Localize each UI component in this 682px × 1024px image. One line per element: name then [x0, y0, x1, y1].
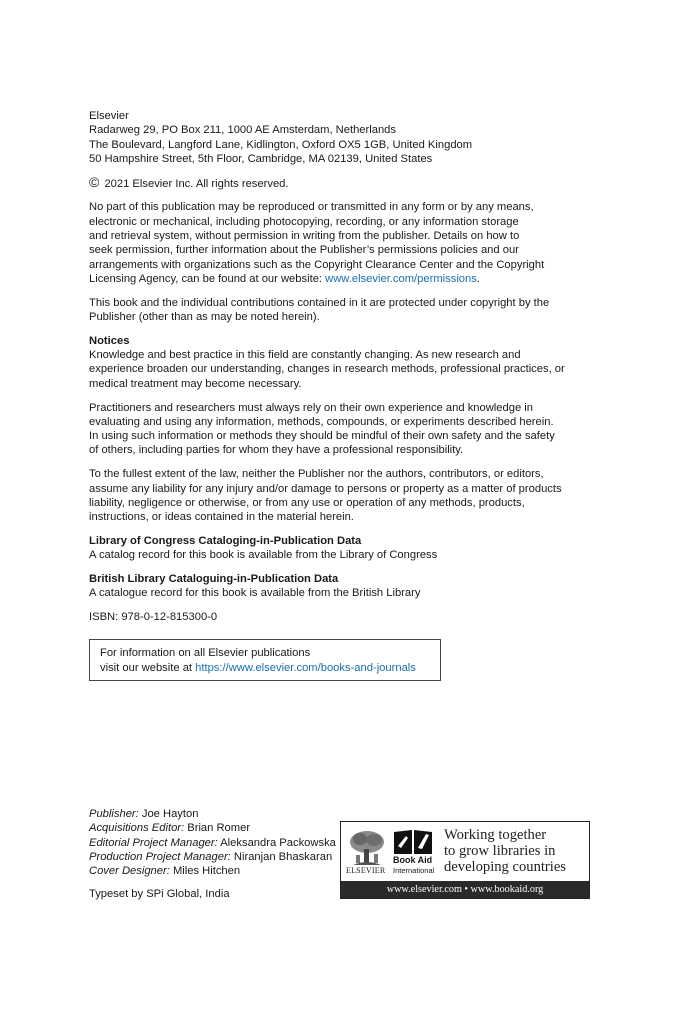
publisher-name: Elsevier	[89, 110, 129, 122]
notices-paragraph-1	[89, 334, 594, 391]
credit-role: Publisher:	[89, 808, 139, 820]
info-box-line	[100, 661, 431, 675]
notices-line: experience broaden our understanding, changes in research methods, professional practices, or	[89, 363, 565, 376]
rights-line: seek permission, further information about the Publisher’s permissions policies and our	[89, 244, 519, 257]
credit-cover-designer	[89, 864, 334, 878]
elsevier-label: ELSEVIER	[346, 866, 386, 875]
info-box-line: For information on all Elsevier publications	[100, 647, 311, 660]
rights-line: and retrieval system, without permission in writing from the publisher. Details on how to	[89, 230, 520, 243]
bl-block	[89, 572, 594, 601]
protection-line: Publisher (other than as may be noted herein).	[89, 311, 320, 324]
credit-name: Brian Romer	[187, 822, 251, 835]
bl-text: A catalogue record for this book is available from the British Library	[89, 587, 421, 600]
address-line: Radarweg 29, PO Box 211, 1000 AE Amsterdam, Netherlands	[89, 124, 396, 137]
bl-heading: British Library Cataloguing-in-Publication Data	[89, 573, 339, 586]
copyright-line	[89, 173, 594, 191]
loc-heading: Library of Congress Cataloging-in-Publication Data	[89, 534, 362, 547]
slogan-line: to grow libraries in	[444, 843, 556, 859]
notices-line: To the fullest extent of the law, neither the Publisher nor the authors, contributors, or editors,	[89, 468, 544, 481]
slogan-line: Working together	[444, 827, 547, 843]
notices-line: instructions, or ideas contained in the material herein.	[89, 511, 354, 524]
credits-block	[89, 807, 334, 902]
credit-name: Aleksandra Packowska	[220, 836, 336, 849]
info-box-prefix: visit our website at	[100, 661, 196, 674]
loc-block	[89, 534, 594, 563]
slogan-line: developing countries	[444, 859, 566, 875]
typeset-line: Typeset by SPi Global, India	[89, 888, 230, 901]
notices-line: Practitioners and researchers must always rely on their own experience and knowledge in	[89, 401, 533, 414]
notices-line: In using such information or methods they should be mindful of their own safety and the safety	[89, 430, 555, 443]
books-journals-link[interactable]: https://www.elsevier.com/books-and-journals	[195, 661, 416, 674]
isbn: ISBN: 978-0-12-815300-0	[89, 611, 218, 624]
copyright-text: 2021 Elsevier Inc. All rights reserved.	[104, 177, 289, 190]
credit-role: Editorial Project Manager:	[89, 836, 218, 849]
book-aid-slogan	[444, 827, 566, 875]
credit-editorial-pm	[89, 836, 334, 850]
credit-role: Acquisitions Editor:	[89, 822, 185, 835]
protection-line: This book and the individual contributions contained in it are protected under copyright by the	[89, 296, 550, 309]
credit-publisher	[89, 807, 334, 821]
rights-line: electronic or mechanical, including photocopying, recording, or any information storage	[89, 215, 519, 228]
elsevier-tree-icon	[347, 829, 387, 867]
credit-name: Niranjan Bhaskaran	[233, 850, 333, 863]
rights-line-suffix: .	[476, 272, 480, 285]
notices-heading: Notices	[89, 334, 130, 347]
address-line: 50 Hampshire Street, 5th Floor, Cambridge, MA 02139, United States	[89, 152, 433, 165]
credit-name: Miles Hitchen	[172, 865, 241, 878]
notices-paragraph-3	[89, 467, 594, 524]
permissions-link[interactable]: www.elsevier.com/permissions	[325, 272, 477, 285]
info-box	[89, 639, 441, 681]
book-aid-logo-icon	[392, 828, 436, 856]
publisher-address-block	[89, 109, 594, 166]
credit-role: Production Project Manager:	[89, 850, 231, 863]
book-aid-banner-upper	[341, 822, 589, 881]
notices-line: evaluating and using any information, methods, compounds, or experiments described herein.	[89, 415, 554, 428]
notices-line: Knowledge and best practice in this field are constantly changing. As new research and	[89, 349, 521, 362]
book-aid-sub: International	[393, 866, 435, 875]
credit-acquisitions-editor	[89, 821, 334, 835]
loc-text: A catalog record for this book is available from the Library of Congress	[89, 549, 438, 562]
copyright-symbol-icon: ©	[89, 173, 100, 190]
rights-paragraph	[89, 200, 594, 286]
protection-paragraph	[89, 296, 594, 325]
notices-paragraph-2	[89, 401, 594, 458]
notices-line: medical treatment may become necessary.	[89, 377, 302, 390]
rights-line: No part of this publication may be reproduced or transmitted in any form or by any means,	[89, 201, 534, 214]
book-aid-name: Book Aid	[393, 855, 433, 865]
book-aid-banner	[340, 821, 590, 899]
credit-name: Joe Hayton	[141, 808, 199, 820]
rights-line: arrangements with organizations such as the Copyright Clearance Center and the Copyright	[89, 258, 545, 271]
notices-line: assume any liability for any injury and/or damage to persons or property as a matter of products	[89, 482, 562, 495]
credit-production-pm	[89, 850, 334, 864]
copyright-page	[89, 109, 594, 681]
book-aid-footer: www.elsevier.com • www.bookaid.org	[341, 881, 589, 898]
rights-line-last	[89, 272, 594, 286]
address-line: The Boulevard, Langford Lane, Kidlington, Oxford OX5 1GB, United Kingdom	[89, 138, 473, 151]
rights-line-prefix: Licensing Agency, can be found at our website:	[89, 272, 326, 285]
credit-role: Cover Designer:	[89, 865, 170, 878]
notices-line: liability, negligence or otherwise, or from any use or operation of any methods, products,	[89, 496, 525, 509]
notices-line: of others, including parties for whom they have a professional responsibility.	[89, 444, 464, 457]
